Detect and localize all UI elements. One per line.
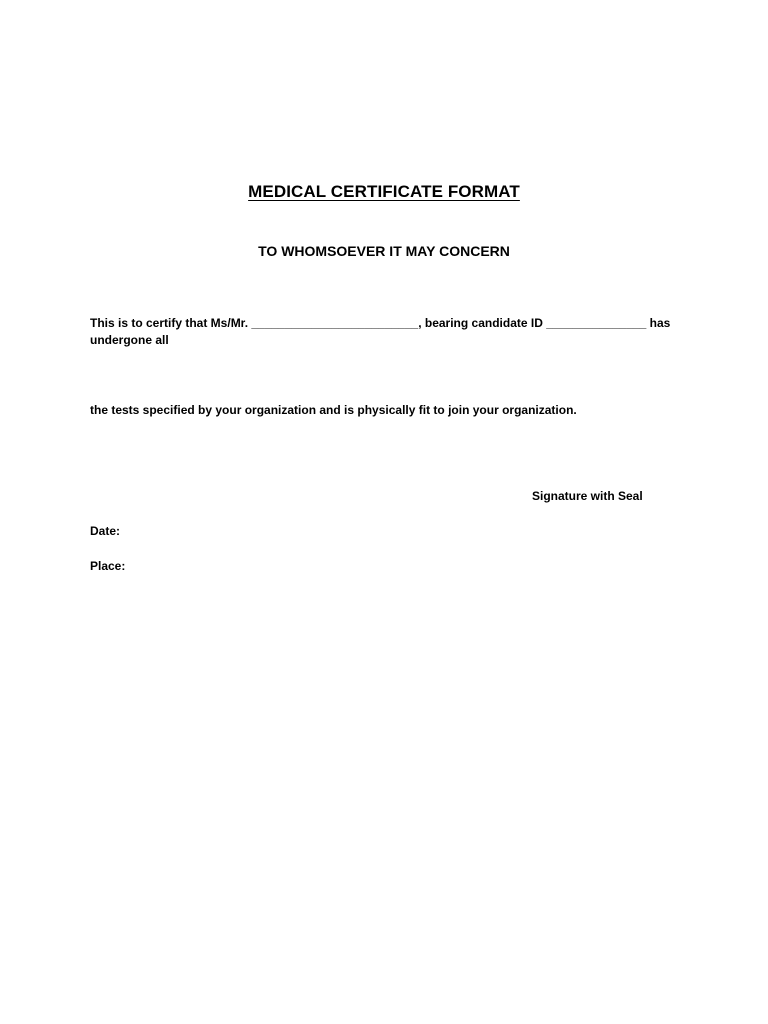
place-label: Place: — [90, 559, 126, 573]
date-label: Date: — [90, 524, 121, 538]
document-subtitle: TO WHOMSOEVER IT MAY CONCERN — [258, 243, 510, 259]
document-title — [0, 182, 768, 202]
document-title-text: MEDICAL CERTIFICATE FORMAT — [248, 182, 520, 201]
certification-paragraph: This is to certify that Ms/Mr. _________________________, bearing candidate ID _______________ has undergone all — [90, 316, 671, 347]
fitness-paragraph: the tests specified by your organization and is physically fit to join your organization. — [90, 403, 577, 417]
signature-label: Signature with Seal — [532, 489, 643, 503]
